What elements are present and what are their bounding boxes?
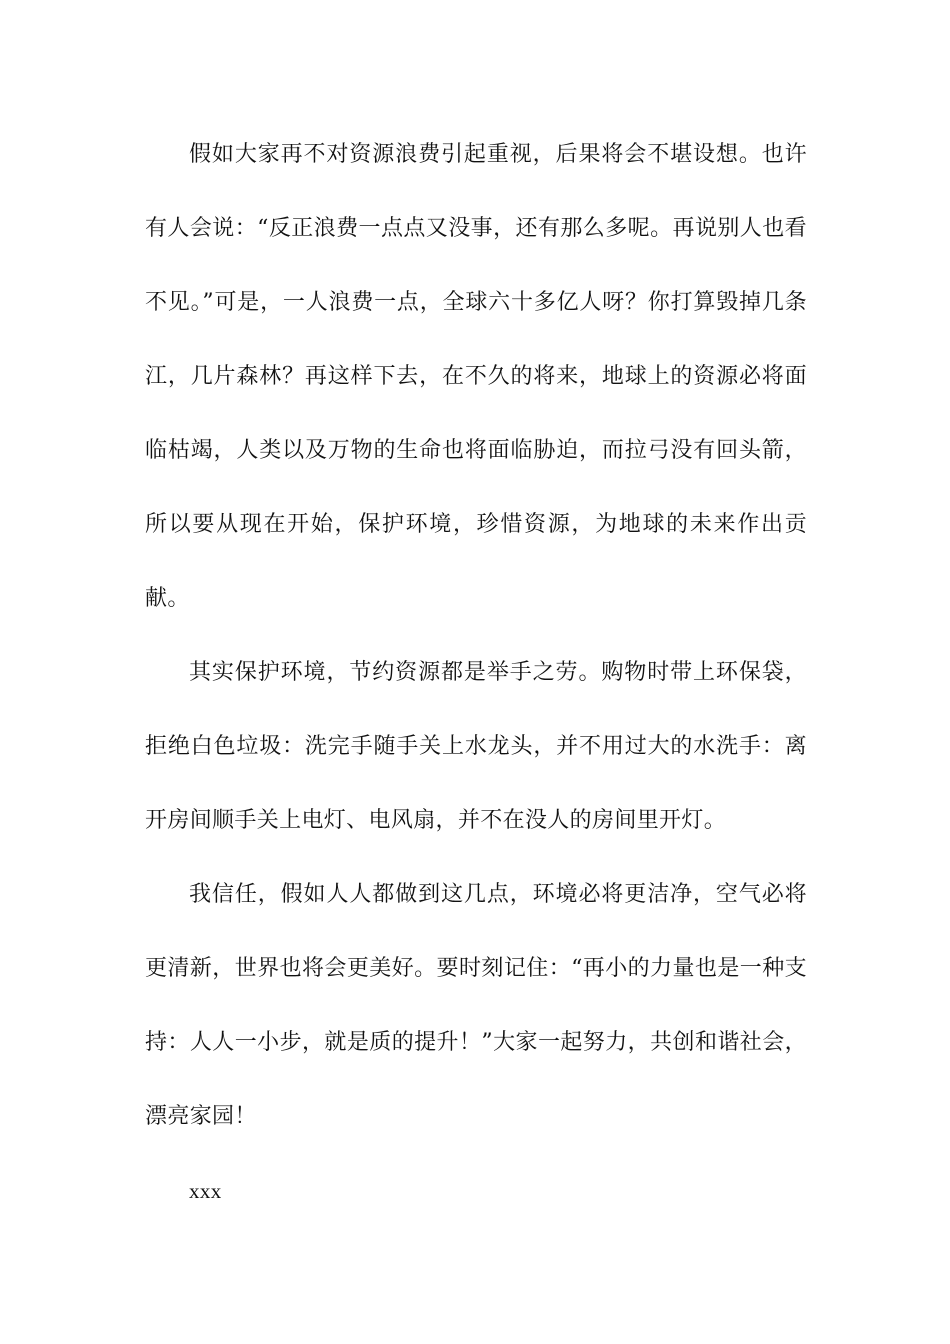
paragraph-3: 我信任，假如人人都做到这几点，环境必将更洁净，空气必将更清新，世界也将会更美好。要时刻记住：“再小的力量也是一种支持：人人一小步，就是质的提升！”大家一起努力，共创和谐社会，漂亮家园！ [145, 882, 807, 1129]
paragraph-2: 其实保护环境，节约资源都是举手之劳。购物时带上环保袋，拒绝白色垃圾：洗完手随手关上水龙头，并不用过大的水洗手：离开房间顺手关上电灯、电风扇，并不在没人的房间里开灯。 [145, 660, 807, 833]
paragraph-1: 假如大家再不对资源浪费引起重视，后果将会不堪设想。也许有人会说：“反正浪费一点点又没事，还有那么多呢。再说别人也看不见。”可是，一人浪费一点，全球六十多亿人呀？你打算毁掉几条江，几片森林？再这样下去，在不久的将来，地球上的资源必将面临枯竭，人类以及万物的生命也将面临胁迫，而拉弓没有回头箭，所以要从现在开始，保护环境，珍惜资源，为地球的未来作出贡献。 [145, 142, 807, 611]
signature: xxx [189, 1179, 222, 1203]
document-body [145, 118, 807, 1228]
